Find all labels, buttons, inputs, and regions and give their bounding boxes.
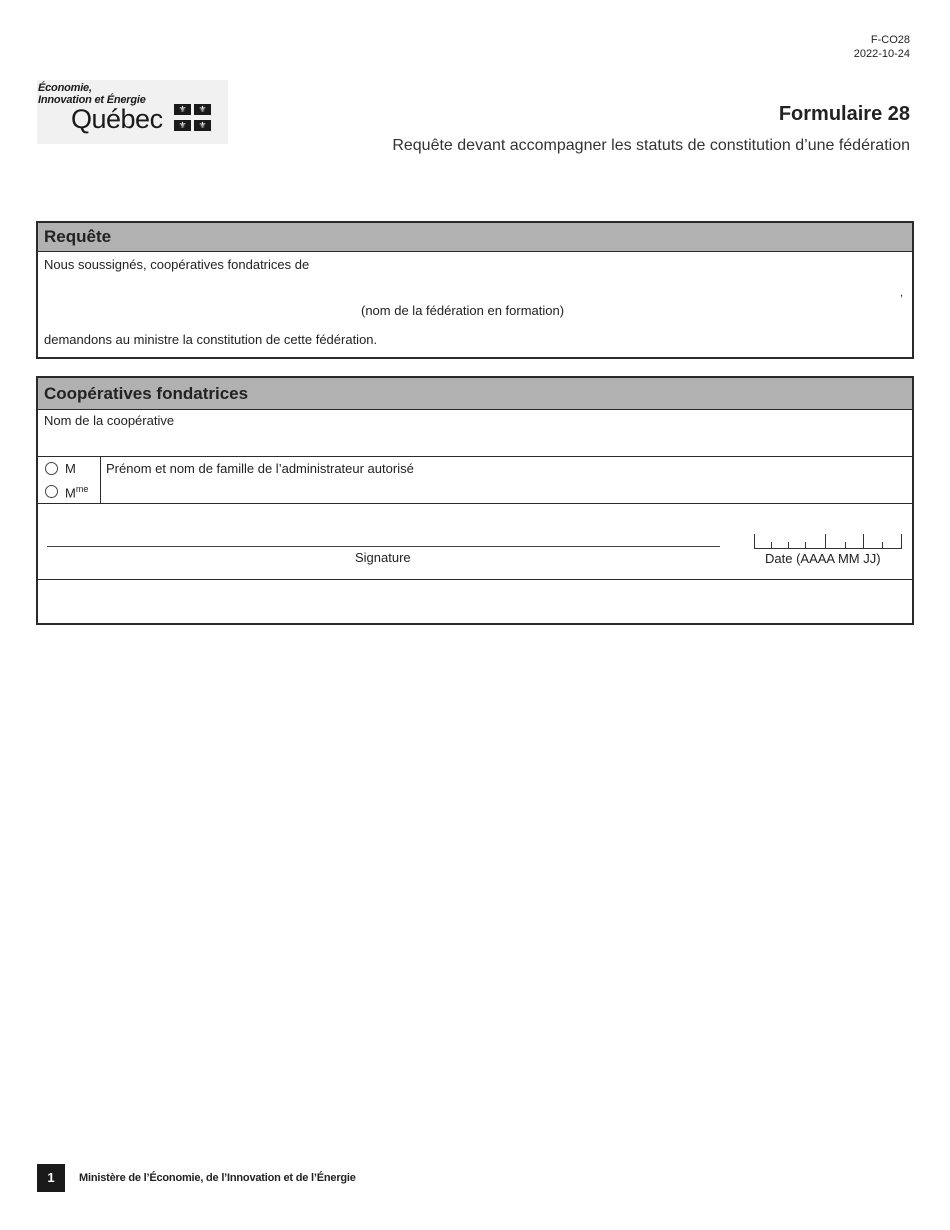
title-mme-label: $M^{me}$: [65, 484, 89, 501]
extra-row-field[interactable]: [44, 592, 904, 612]
form-code: F-CO28: [870, 34, 910, 46]
form-title: Formulaire 28: [778, 103, 910, 125]
form-code-block: [854, 33, 910, 61]
logo-ministry-line1: Économie,: [38, 82, 92, 94]
requete-heading: Requête: [38, 223, 912, 252]
cooperatives-section: [36, 376, 914, 625]
extra-row: [38, 579, 912, 625]
signature-field[interactable]: [47, 546, 720, 547]
admin-name-field[interactable]: [106, 479, 901, 499]
requete-intro: Nous soussignés, coopératives fondatrices de: [44, 257, 310, 272]
admin-row: [38, 456, 912, 503]
coop-name-row: [38, 410, 912, 456]
signature-label: Signature: [355, 550, 411, 565]
date-field[interactable]: [754, 534, 902, 549]
title-m-radio[interactable]: [45, 462, 58, 475]
form-subtitle: Requête devant accompagner les statuts de constitution d’une fédération: [392, 137, 910, 154]
logo-wordmark: Québec: [71, 104, 163, 134]
fleur-de-lis-flag-icon: ⚜ ⚜ ⚜ ⚜: [174, 104, 214, 132]
cooperatives-heading: Coopératives fondatrices: [38, 378, 912, 410]
page-number: 1: [37, 1164, 65, 1192]
coop-name-label: Nom de la coopérative: [44, 413, 175, 428]
admin-name-label: Prénom et nom de famille de l’administrateur autorisé: [106, 461, 414, 476]
coop-name-field[interactable]: [44, 431, 904, 451]
form-version-date: 2022-10-24: [853, 48, 910, 60]
requete-section: [36, 221, 914, 359]
federation-name-caption: (nom de la fédération en formation): [361, 303, 565, 318]
signature-row: [38, 503, 912, 579]
quebec-logo: [37, 80, 228, 144]
logo-ministry-name: [38, 82, 146, 106]
federation-name-field[interactable]: [44, 278, 894, 296]
title-m-label: M: [65, 461, 76, 476]
title-mme-radio[interactable]: [45, 485, 58, 498]
requete-closing: demandons au ministre la constitution de cette fédération.: [44, 332, 378, 347]
date-label: Date (AAAA MM JJ): [765, 551, 881, 566]
admin-row-divider: [100, 457, 101, 503]
trailing-comma: ,: [900, 287, 904, 299]
logo-ministry-line2: Innovation et Énergie: [38, 94, 146, 106]
footer-ministry: Ministère de l’Économie, de l’Innovation et de l’Énergie: [79, 1172, 356, 1184]
